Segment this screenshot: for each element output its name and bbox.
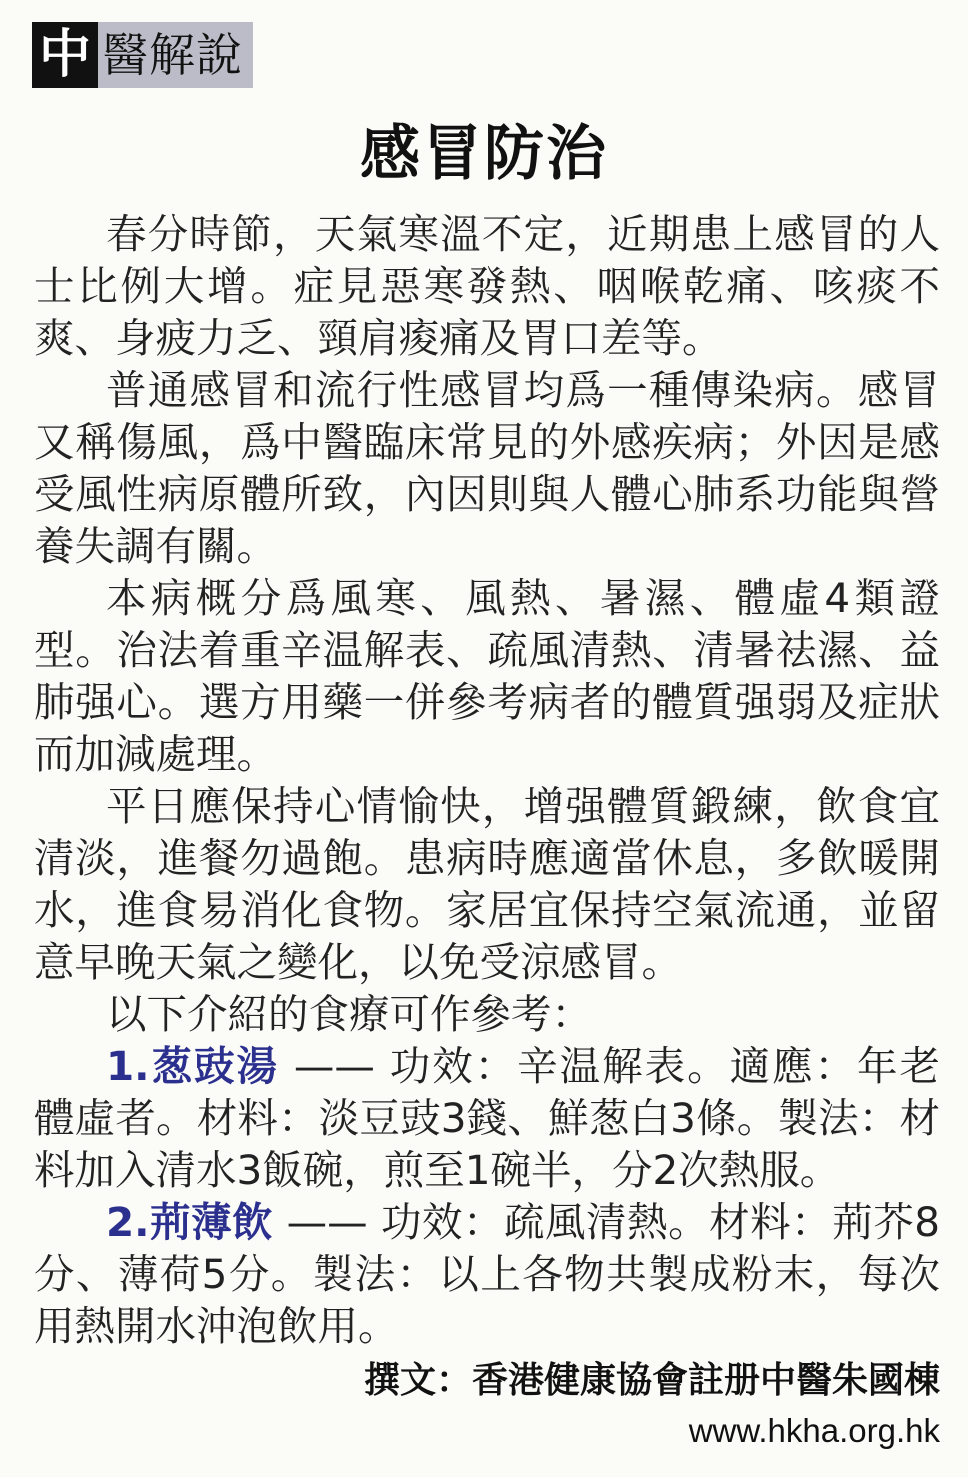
recipe-name: 1.葱豉湯 (106, 1042, 279, 1090)
recipe-text: 功效：疏風清熱。材料：荊芥8分、薄荷5分。製法：以上各物共製成粉末，每次用熱開水沖泡飲用。 (34, 1198, 941, 1350)
column-label: 醫解說 (98, 22, 253, 88)
recipe-dash: —— (286, 1198, 368, 1246)
recipe-text: 功效：辛温解表。適應：年老體虛者。材料：淡豆豉3錢、鮮葱白3條。製法：材料加入清水3飯碗，煎至1碗半，分2次熱服。 (34, 1042, 940, 1194)
paragraph-diet-intro: 以下介紹的食療可作參考： (106, 990, 592, 1038)
paragraph-causes: 普通感冒和流行性感冒均爲一種傳染病。感冒又稱傷風，爲中醫臨床常見的外感疾病；外因是感受風性病原體所致，內因則與人體心肺系功能與營養失調有關。 (34, 366, 940, 570)
recipe-dash: —— (293, 1042, 375, 1090)
article-title: 感冒防治 (360, 119, 608, 189)
byline: 撰文：香港健康協會註册中醫朱國棟 (363, 1360, 940, 1401)
article-body (34, 208, 940, 1352)
recipe-item (34, 1040, 940, 1196)
paragraph-prevention: 平日應保持心情愉快，增强體質鍛練，飲食宜清淡，進餐勿過飽。患病時應適當休息，多飲暖開水，進食易消化食物。家居宜保持空氣流通，並留意早晚天氣之變化，以免受涼感冒。 (34, 782, 940, 986)
paragraph-symptoms: 春分時節，天氣寒溫不定，近期患上感冒的人士比例大增。症見惡寒發熱、咽喉乾痛、咳痰不爽、身疲力乏、頸肩痠痛及胃口差等。 (34, 210, 940, 362)
recipe-item (34, 1196, 940, 1352)
paragraph-treatment: 本病概分爲風寒、風熱、暑濕、體虛4類證型。治法着重辛温解表、疏風清熱、清暑祛濕、益肺强心。選方用藥一併參考病者的體質强弱及症狀而加減處理。 (34, 574, 940, 778)
website-url: www.hkha.org.hk (688, 1412, 940, 1449)
column-header (32, 22, 253, 88)
recipe-name: 2.荊薄飲 (106, 1198, 274, 1246)
column-badge: 中 (32, 22, 98, 88)
